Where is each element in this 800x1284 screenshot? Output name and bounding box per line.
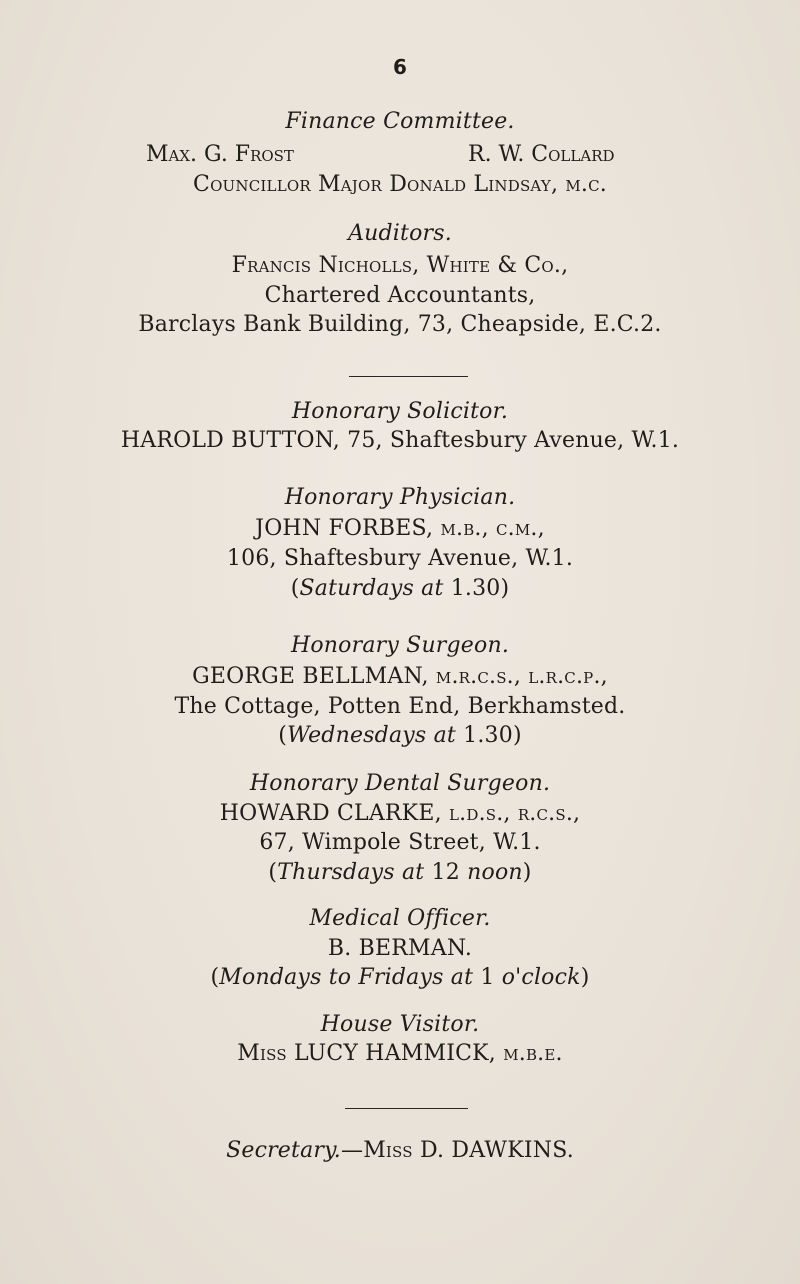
dental-hours-noon: noon bbox=[467, 860, 523, 885]
finance-member-frost: Max. G. Frost bbox=[146, 142, 294, 167]
secretary-dash: — bbox=[341, 1138, 364, 1163]
physician-name: JOHN FORBES, bbox=[255, 516, 434, 541]
secretary-line bbox=[0, 1138, 800, 1164]
secretary-name: D. DAWKINS. bbox=[419, 1138, 574, 1163]
visitor-heading: House Visitor. bbox=[320, 1012, 480, 1037]
physician-heading: Honorary Physician. bbox=[284, 485, 516, 510]
physician-qualifications: m.b., c.m., bbox=[440, 516, 545, 541]
section-divider bbox=[349, 376, 468, 377]
dental-qualifications: l.d.s., r.c.s., bbox=[448, 801, 581, 826]
medical-hours-days: Mondays to Fridays at bbox=[219, 965, 474, 990]
medical-heading: Medical Officer. bbox=[309, 906, 491, 931]
auditors-heading: Auditors. bbox=[348, 221, 452, 246]
medical-hours-number: 1 bbox=[480, 965, 495, 990]
surgeon-name-line bbox=[0, 664, 800, 690]
visitor-name: LUCY HAMMICK, bbox=[294, 1041, 496, 1066]
finance-heading: Finance Committee. bbox=[285, 109, 515, 134]
dental-heading: Honorary Dental Surgeon. bbox=[249, 771, 551, 796]
physician-name-line bbox=[0, 516, 800, 542]
solicitor-name: HAROLD BUTTON, 75, Shaftesbury Avenue, W.1. bbox=[120, 428, 680, 453]
surgeon-hours-time: 1.30 bbox=[463, 723, 513, 748]
finance-councillor: Councillor Major Donald Lindsay, m.c. bbox=[193, 172, 607, 197]
secretary-title: Miss bbox=[363, 1138, 413, 1163]
surgeon-name: GEORGE BELLMAN, bbox=[192, 664, 429, 689]
physician-hours-day: Saturdays at bbox=[299, 576, 444, 601]
physician-address: 106, Shaftesbury Avenue, W.1. bbox=[226, 546, 574, 571]
page-number: 6 bbox=[392, 55, 408, 79]
surgeon-heading: Honorary Surgeon. bbox=[290, 633, 510, 658]
section-divider bbox=[345, 1108, 468, 1109]
visitor-qualifications: m.b.e. bbox=[503, 1041, 563, 1066]
medical-hours: (Mondays to Fridays at 1 o'clock) bbox=[210, 965, 590, 990]
dental-hours-day: Thursdays at bbox=[277, 860, 425, 885]
auditors-firm: Francis Nicholls, White & Co., bbox=[231, 253, 569, 278]
surgeon-hours-day: Wednesdays at bbox=[287, 723, 456, 748]
secretary-label: Secretary. bbox=[226, 1138, 341, 1163]
dental-name: HOWARD CLARKE, bbox=[219, 801, 442, 826]
medical-hours-oclock: o'clock bbox=[501, 965, 581, 990]
auditors-role: Chartered Accountants, bbox=[264, 283, 536, 308]
finance-member-collard: R. W. Collard bbox=[468, 142, 615, 167]
physician-hours: (Saturdays at 1.30) bbox=[290, 576, 510, 601]
physician-hours-time: 1.30 bbox=[450, 576, 501, 601]
visitor-title: Miss bbox=[237, 1041, 287, 1066]
medical-name: B. BERMAN. bbox=[327, 936, 473, 961]
visitor-name-line bbox=[0, 1041, 800, 1067]
surgeon-address: The Cottage, Potten End, Berkhamsted. bbox=[174, 694, 626, 719]
surgeon-hours: (Wednesdays at 1.30) bbox=[278, 723, 522, 748]
dental-hours-number: 12 bbox=[431, 860, 460, 885]
surgeon-qualifications: m.r.c.s., l.r.c.p., bbox=[435, 664, 608, 689]
auditors-address: Barclays Bank Building, 73, Cheapside, E.C.2. bbox=[138, 312, 662, 337]
dental-address: 67, Wimpole Street, W.1. bbox=[259, 830, 541, 855]
dental-name-line bbox=[0, 801, 800, 827]
dental-hours: (Thursdays at 12 noon) bbox=[268, 860, 532, 885]
solicitor-heading: Honorary Solicitor. bbox=[291, 399, 509, 424]
